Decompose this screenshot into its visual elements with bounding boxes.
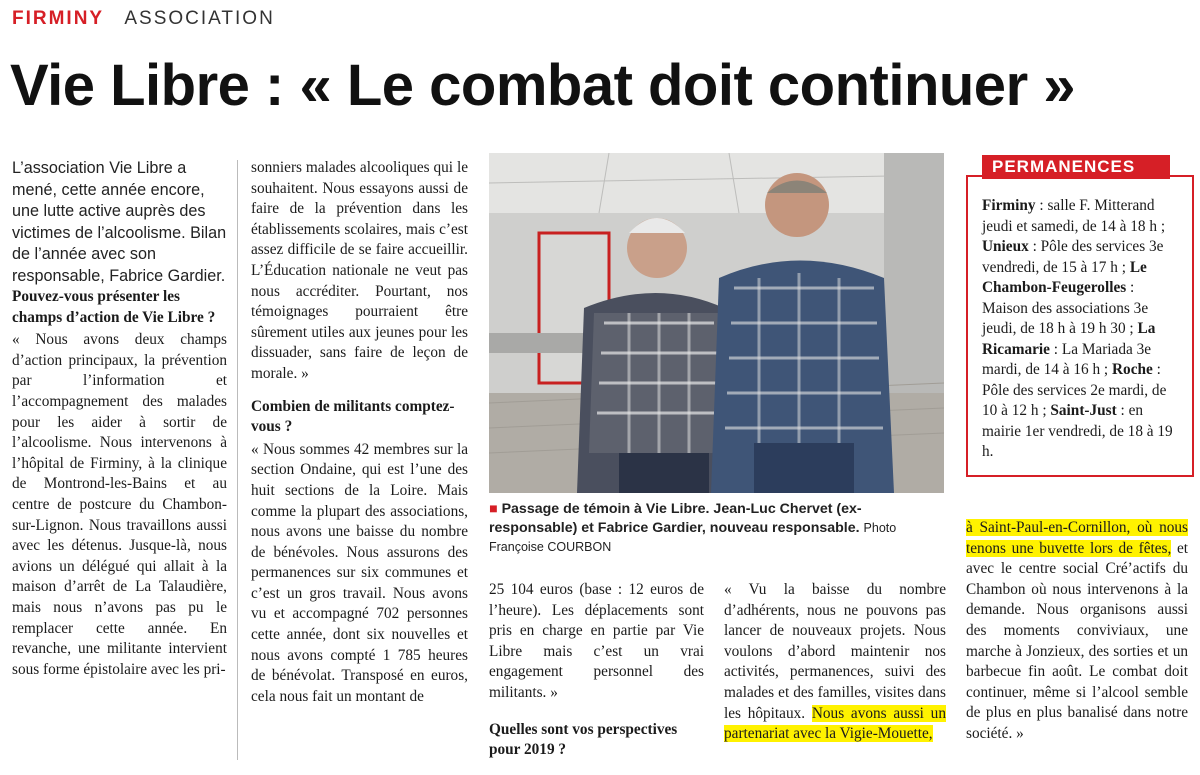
article-column-2 <box>251 158 468 707</box>
section-kicker <box>12 8 275 30</box>
permanence-details: : La Mariada 3e mardi, de 14 à 16 h ; <box>982 340 1152 378</box>
caption-square-icon: ■ <box>489 501 498 517</box>
permanence-place: Le Chambon-Feugerolles <box>982 258 1147 296</box>
article-photo <box>489 153 944 493</box>
article-column-4 <box>724 580 946 745</box>
permanence-details: : Pôle des services 3e vendredi, de 15 à 17 h ; <box>982 238 1164 276</box>
question-2: Combien de militants comptez-vous ? <box>251 397 455 436</box>
photo-credit: Photo Françoise COURBON <box>489 521 897 554</box>
question-1: Pouvez-vous présenter les champs d’action de Vie Libre ? <box>12 288 216 326</box>
permanence-place: Roche <box>1112 361 1153 378</box>
answer-3-part-2: et avec le centre social Cré’actifs du Chambon où nous intervenons à la demande. Nous organisons aussi des moments conviviaux, une marche à Jonzieux, des sorties et un barbecue fin août. Le combat doit continuer, même si l’alcool semble de plus en plus banalisé dans notre société. » <box>966 539 1188 742</box>
permanence-details: : salle F. Mitterand jeudi et samedi, de 14 à 18 h ; <box>982 197 1166 235</box>
headline: Vie Libre : « Le combat doit continuer » <box>10 53 1076 118</box>
permanences-title: PERMANENCES <box>982 155 1170 179</box>
answer-2-part-1: « Nous sommes 42 membres sur la section Ondaine, qui est l’une des huit sections de la Loire. Mais comme la plupart des associations, nous avons une baisse du nombre de bénévoles. Nous assurons des permanences sur six communes et c’est un gros travail. Nous avons vu et accompagné 702 personnes cette année, dont six nouvelles et nous avons compté 1 785 heures de bénévolat. Transposé en euros, cela nous fait un montant de <box>251 440 468 705</box>
photo-two-men <box>489 153 944 493</box>
permanences-list <box>982 196 1178 463</box>
permanence-place: Firminy <box>982 197 1036 214</box>
highlighted-text-2: à Saint-Paul-en-Cornillon, où nous tenons une buvette lors de fêtes, <box>966 519 1188 557</box>
permanence-place: La Ricamarie <box>982 320 1156 358</box>
kicker-section: ASSOCIATION <box>124 8 275 29</box>
answer-3-part-1: « Vu la baisse du nombre d’adhérents, nous ne pouvons pas lancer de nouveaux projets. Nous voulons d’abord maintenir nos activités, permanences, suivi des malades et des familles, visites dans les hôpitaux. <box>724 581 946 722</box>
permanence-place: Saint-Just <box>1050 402 1117 419</box>
caption-text: Passage de témoin à Vie Libre. Jean-Luc Chervet (ex-responsable) et Fabrice Gardier, nouveau responsable. <box>489 501 862 536</box>
chapo: L’association Vie Libre a mené, cette année encore, une lutte active auprès des victimes de l’alcoolisme. Bilan de l’année avec son responsable, Fabrice Gardier. <box>12 159 227 285</box>
answer-2-part-2: 25 104 euros (base : 12 euros de l’heure). Les déplacements sont pris en charge en partie par Vie Libre mais c’est un vrai engagement personnel des militants. » <box>489 581 704 701</box>
question-3: Quelles sont vos perspectives pour 2019 ? <box>489 720 678 759</box>
article-column-5 <box>966 518 1188 745</box>
photo-caption <box>489 500 949 557</box>
permanence-details: : en mairie 1er vendredi, de 18 à 19 h. <box>982 402 1173 460</box>
column-divider <box>237 160 238 760</box>
permanence-details: : Maison des associations 3e jeudi, de 18 h à 19 h 30 ; <box>982 279 1149 337</box>
highlighted-text-1: Nous avons aussi un partenariat avec la Vigie-Mouette, <box>724 704 946 743</box>
permanence-place: Unieux <box>982 238 1029 255</box>
permanence-details: : Pôle des services 2e mardi, de 10 à 12 h ; <box>982 361 1167 419</box>
article-column-3 <box>489 580 704 763</box>
article-column-1 <box>12 158 227 680</box>
answer-1-part-1: « Nous avons deux champs d’action principaux, la prévention par l’information et l’accompagnement des malades pour les aider à sortir de l’alcoolisme. Nous intervenons à l’hôpital de Firminy, à la clinique de Montrond-les-Bains et au centre de postcure du Chambon-sur-Lignon. Nous travaillons aussi avec les détenus. Jusque-là, nous avions un délégué qui allait à la maison d’arrêt de La Talaudière, mais nous n’avons pas pu le remplacer cette année. En revanche, une militante intervient sous forme épistolaire avec les pri- <box>12 331 227 678</box>
kicker-location: FIRMINY <box>12 8 105 29</box>
answer-1-part-2: sonniers malades alcooliques qui le souhaitent. Nous essayons aussi de faire de la prévention dans les établissements scolaires, mais c’est assez difficile de se faire accueillir. L’Éducation nationale ne veut pas nous accréditer. Pourtant, nos témoignages pourraient être sûrement utiles aux jeunes pour les dissuader, sans faire de leçon de morale. » <box>251 159 468 382</box>
